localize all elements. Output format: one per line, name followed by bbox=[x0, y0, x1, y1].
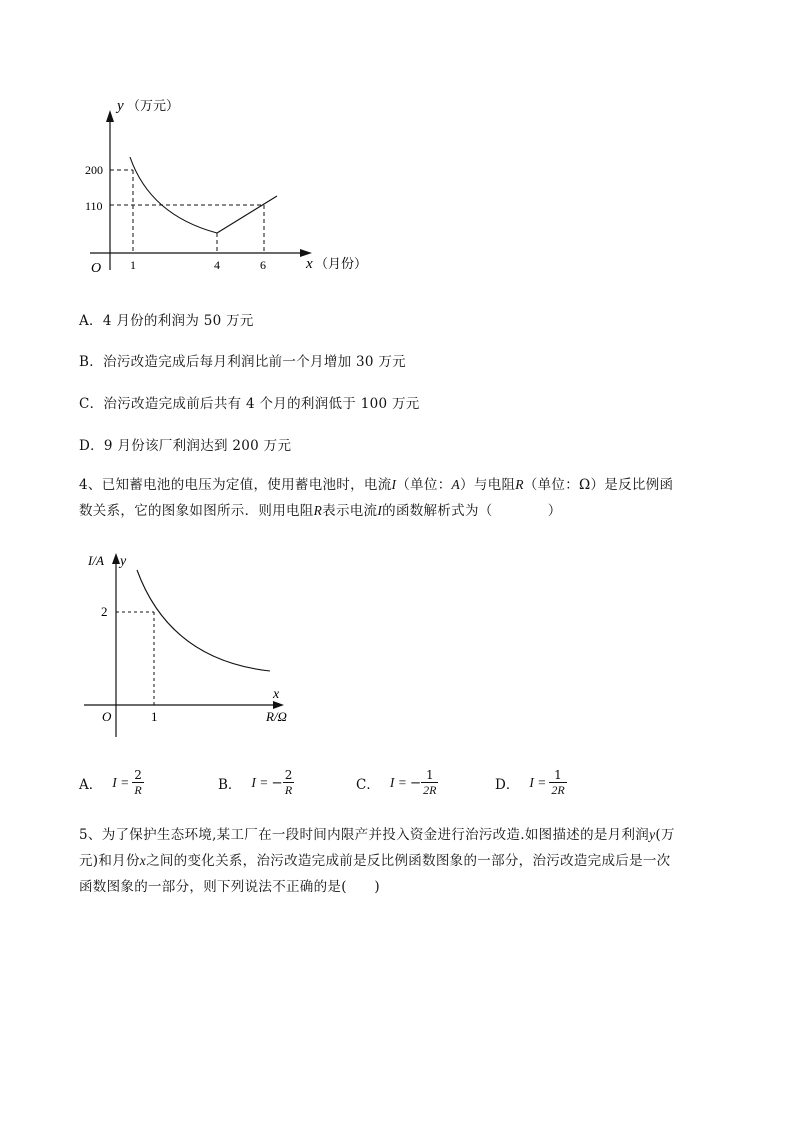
y-axis-label-ia: I/A bbox=[88, 553, 104, 568]
y-tick-200: 200 bbox=[85, 163, 103, 177]
y-axis-arrow-icon bbox=[112, 553, 120, 564]
answer-a: A． I = $\frac{2}{R}$ bbox=[79, 768, 142, 797]
y-tick-110: 110 bbox=[85, 199, 103, 213]
x-axis-label: x bbox=[306, 256, 313, 272]
fraction: $\frac{1}{2R}$ bbox=[423, 768, 437, 797]
origin-label: O bbox=[91, 261, 102, 276]
inverse-curve bbox=[130, 157, 217, 233]
x-tick-1: 1 bbox=[151, 709, 158, 724]
var-r-2: R bbox=[313, 503, 323, 518]
unit-a: A bbox=[451, 477, 461, 492]
x-axis-label-r: R/Ω bbox=[266, 709, 287, 724]
fraction: $\frac{2}{R}$ bbox=[134, 768, 142, 797]
answer-c: C． I = − $\frac{1}{2R}$ bbox=[356, 768, 437, 797]
question-5: 5、为了保护生态环境,某工厂在一段时间内限产并投入资金进行治污改造.如图描述的是月利润y(万 元)和月份x之间的变化关系，治污改造完成前是反比例函数图象的一部分，治污改造完成后是一次 函数图象的一部分，则下列说法不正确的是( ) bbox=[79, 827, 675, 895]
inverse-curve bbox=[137, 570, 270, 671]
fraction: $\frac{1}{2R}$ bbox=[551, 768, 565, 797]
current-graph bbox=[80, 545, 300, 740]
linear-segment bbox=[217, 196, 277, 233]
option-b: B．治污改造完成后每月利润比前一个月增加 30 万元 bbox=[79, 354, 406, 370]
x-tick-6: 6 bbox=[260, 258, 266, 272]
y-axis-label: y bbox=[117, 98, 124, 114]
var-x: x bbox=[139, 853, 147, 868]
answer-d: D． I = $\frac{1}{2R}$ bbox=[495, 768, 565, 797]
y-axis-label-y: y bbox=[120, 554, 127, 569]
var-i-2: I bbox=[377, 503, 383, 518]
question-4: 4、已知蓄电池的电压为定值，使用蓄电池时，电流I（单位：A）与电阻R（单位：Ω）是反比例函 数关系，它的图象如图所示．则用电阻R表示电流I的函数解析式为（ ） bbox=[79, 477, 674, 519]
y-tick-2: 2 bbox=[101, 604, 108, 619]
origin-label: O bbox=[102, 709, 112, 724]
option-d: D．9 月份该厂利润达到 200 万元 bbox=[79, 438, 292, 454]
profit-graph bbox=[80, 90, 380, 280]
var-r: R bbox=[515, 477, 524, 492]
option-c: C．治污改造完成前后共有 4 个月的利润低于 100 万元 bbox=[79, 396, 420, 412]
fraction: $\frac{2}{R}$ bbox=[284, 768, 293, 797]
x-axis-label-x: x bbox=[273, 687, 280, 702]
x-tick-4: 4 bbox=[214, 258, 220, 272]
y-axis-arrow-icon bbox=[106, 110, 114, 122]
y-axis-unit: （万元） bbox=[127, 98, 180, 113]
var-i: I bbox=[391, 477, 397, 492]
x-axis-unit: （月份） bbox=[315, 256, 368, 271]
option-a: A．4 月份的利润为 50 万元 bbox=[79, 313, 254, 329]
answer-b: B． I = − $\frac{2}{R}$ bbox=[218, 768, 293, 797]
var-y: y bbox=[649, 827, 656, 842]
x-axis-arrow-icon bbox=[273, 701, 284, 709]
x-tick-1: 1 bbox=[130, 258, 136, 272]
